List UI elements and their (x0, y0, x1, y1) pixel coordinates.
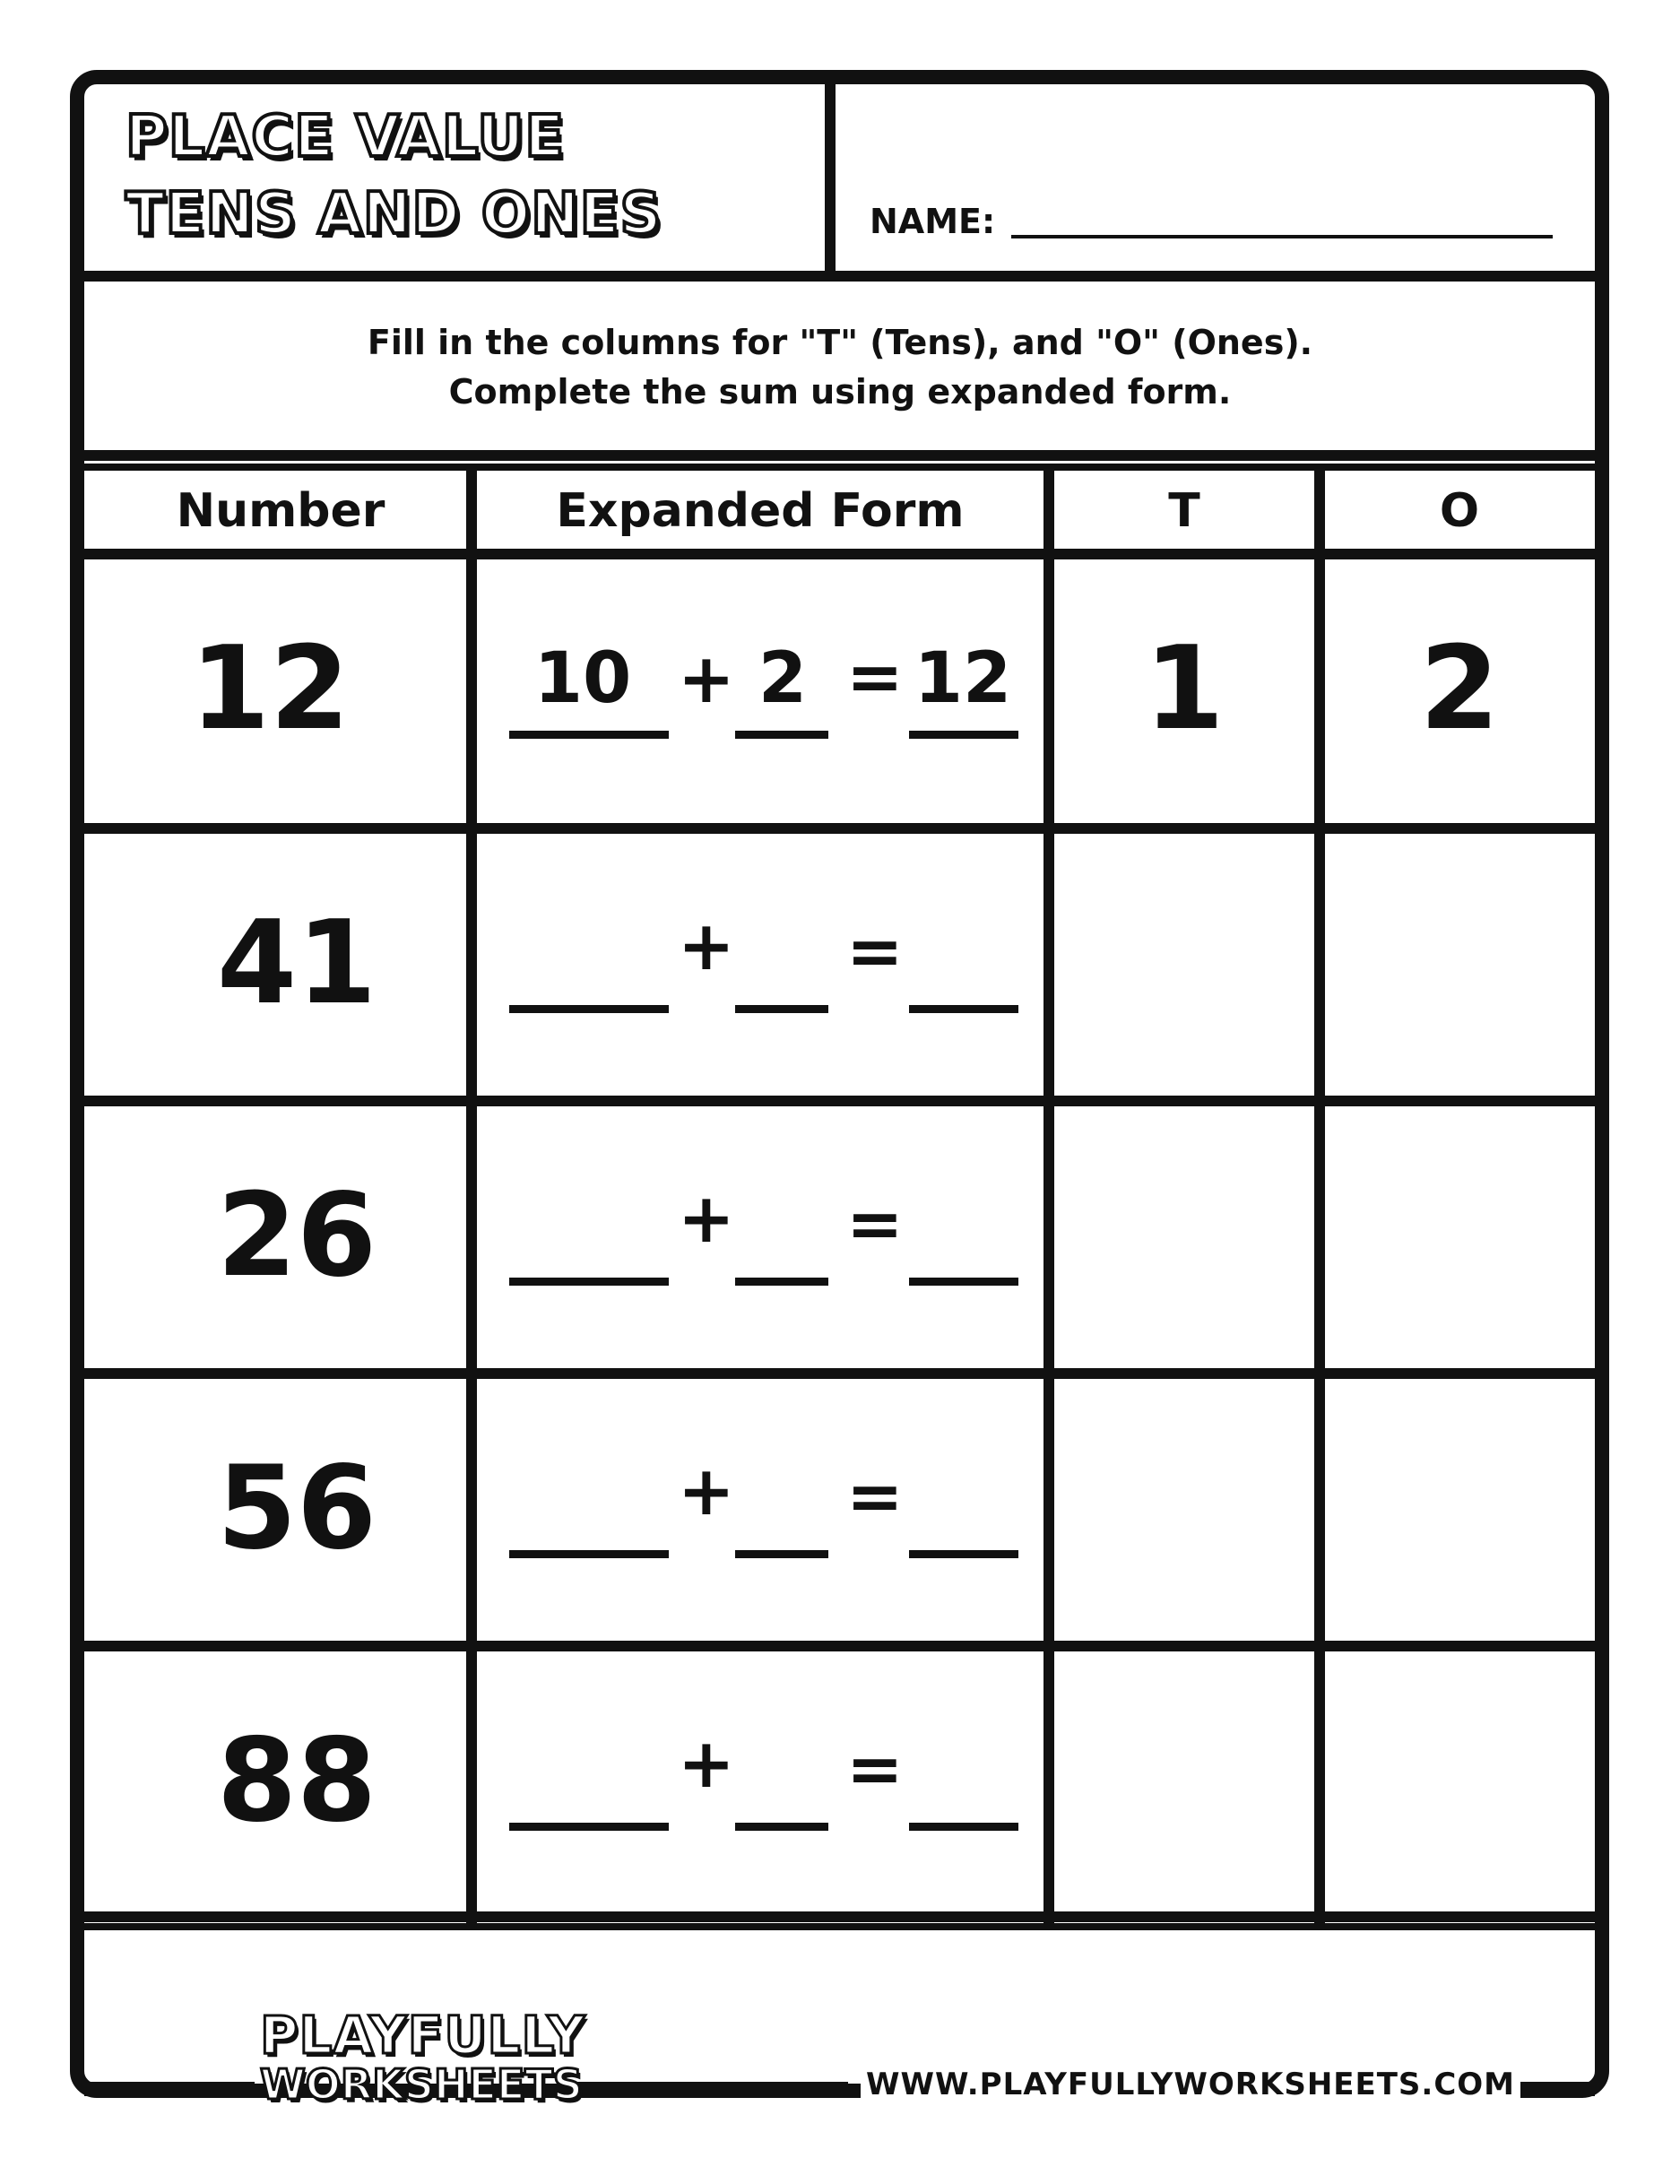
sum-answer: 12 (914, 638, 1012, 719)
sum-blank[interactable] (909, 731, 1018, 739)
tens-part-blank[interactable] (509, 1278, 669, 1286)
column-header-number: Number (176, 484, 385, 538)
tens-cell[interactable] (1054, 1714, 1314, 1942)
tens-cell[interactable] (1054, 897, 1314, 1124)
column-header-expanded-form: Expanded Form (556, 484, 965, 538)
ones-cell[interactable] (1325, 1714, 1594, 1942)
ones-part-blank[interactable] (735, 731, 828, 739)
plus-sign: + (678, 906, 735, 985)
tens-cell[interactable] (1054, 1169, 1314, 1397)
footer-url[interactable]: WWW.PLAYFULLYWORKSHEETS.COM (861, 2067, 1520, 2102)
header-divider (825, 84, 836, 273)
worksheet-title (126, 99, 662, 253)
ones-part-blank[interactable] (735, 1823, 828, 1831)
plus-sign: + (678, 1723, 735, 1803)
playfully-worksheets-logo (260, 2005, 586, 2109)
title-line-1: PLACE VALUE (126, 104, 566, 170)
plus-sign: + (678, 638, 735, 718)
tens-cell[interactable] (1054, 1442, 1314, 1669)
instructions-bottom-line (84, 450, 1595, 461)
column-line (1314, 466, 1325, 1923)
tens-part-answer: 10 (533, 638, 632, 719)
instructions-line-1: Fill in the columns for "T" (Tens), and "O" (Ones). (367, 323, 1313, 362)
equals-sign: = (846, 1729, 904, 1808)
equals-sign: = (846, 1456, 904, 1536)
instructions (86, 318, 1594, 417)
footer-line-left (84, 2082, 255, 2096)
logo-line-1: PLAYFULLY (260, 2005, 586, 2066)
footer-line-middle (570, 2082, 848, 2096)
number-cell: 12 (189, 622, 351, 756)
column-header-top-line (84, 464, 1595, 471)
name-field[interactable] (1011, 235, 1553, 238)
ones-part-blank[interactable] (735, 1005, 828, 1013)
sum-blank[interactable] (909, 1005, 1018, 1013)
plus-sign: + (678, 1178, 735, 1258)
plus-sign: + (678, 1451, 735, 1530)
tens-part-blank[interactable] (509, 731, 669, 739)
column-line (1044, 466, 1054, 1923)
column-header-ones: O (1439, 484, 1480, 538)
ones-part-blank[interactable] (735, 1550, 828, 1558)
name-label: NAME: (870, 202, 996, 241)
sum-blank[interactable] (909, 1823, 1018, 1831)
tens-cell[interactable]: 1 (1144, 622, 1225, 756)
sum-blank[interactable] (909, 1550, 1018, 1558)
sum-blank[interactable] (909, 1278, 1018, 1286)
ones-part-blank[interactable] (735, 1278, 828, 1286)
ones-cell[interactable] (1325, 1442, 1594, 1669)
title-line-2: TENS AND ONES (126, 181, 662, 247)
equals-sign: = (846, 1183, 904, 1263)
ones-part-answer: 2 (758, 638, 808, 719)
expanded-form-expression (502, 1451, 1031, 1576)
header-bottom-line (84, 271, 1595, 282)
tens-part-blank[interactable] (509, 1005, 669, 1013)
number-cell: 41 (216, 897, 377, 1030)
number-cell: 88 (216, 1714, 377, 1848)
logo-line-2: WORKSHEETS (260, 2060, 583, 2109)
instructions-line-2: Complete the sum using expanded form. (448, 372, 1232, 412)
expanded-form-expression (502, 631, 1031, 757)
equals-sign: = (846, 637, 904, 716)
column-header-bottom-line (84, 549, 1595, 559)
expanded-form-expression (502, 1178, 1031, 1304)
expanded-form-expression (502, 1723, 1031, 1849)
number-cell: 26 (216, 1169, 377, 1303)
ones-cell[interactable] (1325, 897, 1594, 1124)
ones-cell[interactable]: 2 (1419, 622, 1500, 756)
tens-part-blank[interactable] (509, 1823, 669, 1831)
column-header-tens: T (1168, 484, 1200, 538)
number-cell: 56 (216, 1442, 377, 1575)
equals-sign: = (846, 911, 904, 991)
ones-cell[interactable] (1325, 1169, 1594, 1397)
tens-part-blank[interactable] (509, 1550, 669, 1558)
expanded-form-expression (502, 906, 1031, 1031)
